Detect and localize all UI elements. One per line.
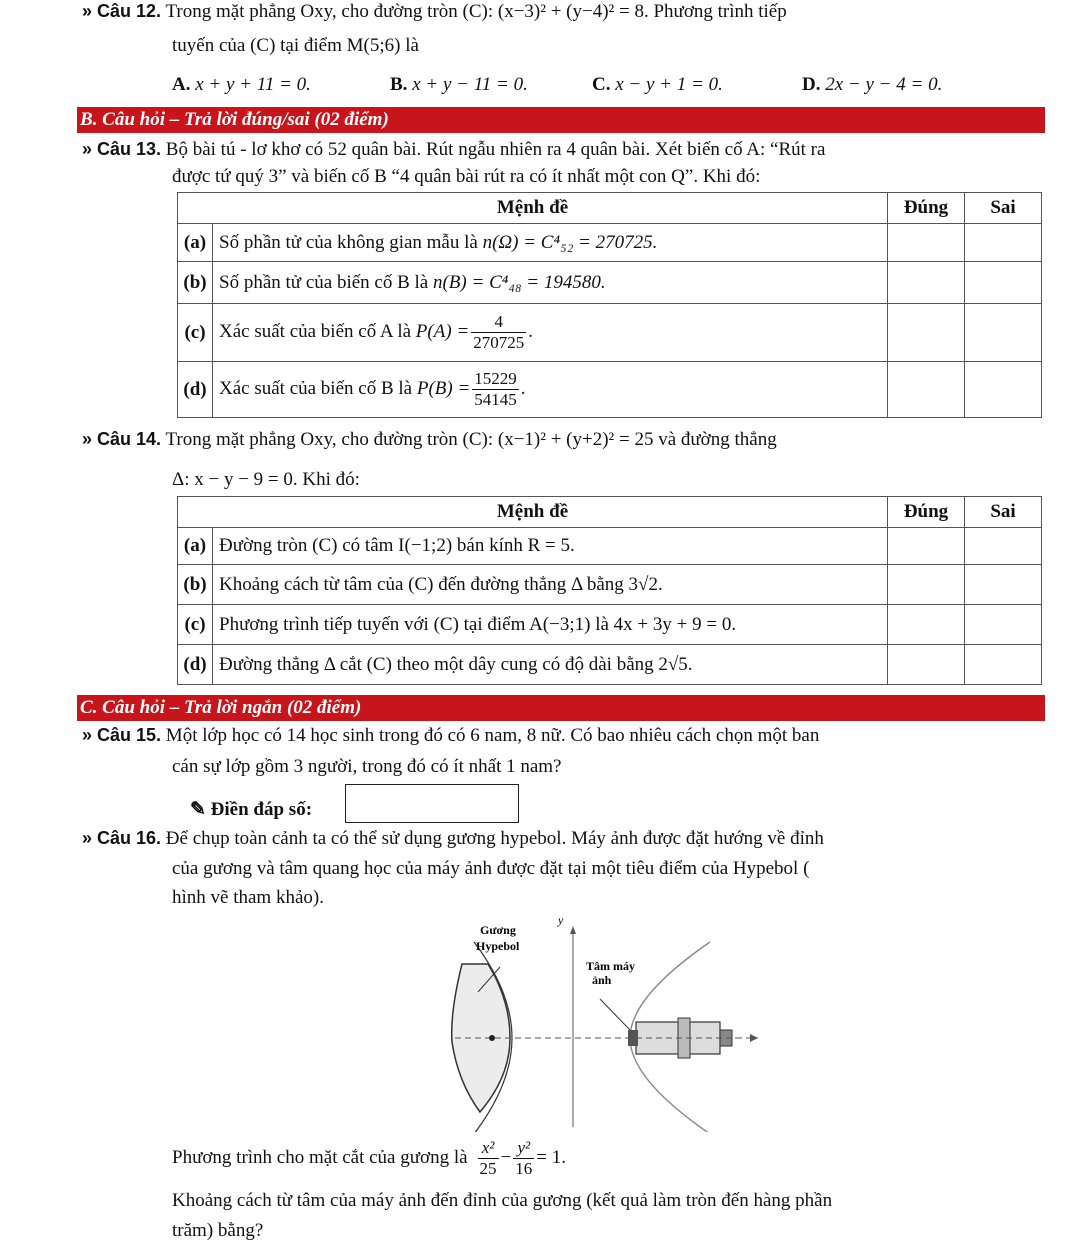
q16-question-line1: Khoảng cách từ tâm của máy ảnh đến đỉnh của gương (kết quả làm tròn đến hàng phần [172,1190,833,1211]
q16-number: » Câu 16. [82,828,162,848]
table-row: (a) Đường tròn (C) có tâm I(−1;2) bán kính R = 5. [178,528,1042,565]
table-row: (b) Số phần tử của biến cố B là n(B) = C⁴₄₈ = 194580. [178,262,1042,304]
q16-equation-line: Phương trình cho mặt cắt của gương là $\frac{\text{x²}}{25}$ − $\frac{\text{y²}}{16}$ = 1. [172,1137,566,1178]
figure-label-axis-y: y [558,913,564,927]
figure-label-camera-1: Tâm máy [586,959,635,973]
q13-a-false-cell[interactable] [965,224,1042,262]
q12-option-d[interactable]: D. 2x − y − 4 = 0. [802,74,943,95]
figure-label-mirror-2: Hypebol [476,939,520,953]
figure-label-mirror-1: Gương [480,923,516,937]
q14-header-row [178,497,1042,528]
q15-answer-label: ✎ Điền đáp số: [190,799,313,820]
q13-table [177,192,1042,418]
q13-header-statement: Mệnh đề [178,193,888,224]
section-b-banner: B. Câu hỏi – Trả lời đúng/sai (02 điểm) [77,107,1045,133]
q16-equation-rhs: = 1. [536,1147,566,1168]
camera [628,1018,758,1058]
q14-text: Trong mặt phẳng Oxy, cho đường tròn (C): (x−1)² + (y+2)² = 25 và đường thẳng [165,429,777,450]
table-row: (d) Xác suất của biến cố B là P(B) = $\frac{15229}{54145}$ . [178,362,1042,418]
y-axis-arrow [570,926,576,934]
q14-c-false-cell[interactable] [965,605,1042,645]
q14-table [177,496,1042,685]
q14-a-true-cell[interactable] [888,528,965,565]
q16-text2: của gương và tâm quang học của máy ảnh được đặt tại một tiêu điểm của Hypebol ( [172,858,810,879]
q14-header-true: Đúng [888,497,965,528]
q13-a-true-cell[interactable] [888,224,965,262]
q13-header-row [178,193,1042,224]
q13-c-true-cell[interactable] [888,304,965,362]
q14-c-true-cell[interactable] [888,605,965,645]
q15-text2: cán sự lớp gồm 3 người, trong đó có ít nhất 1 nam? [172,756,562,777]
camera-label-leader [600,999,630,1030]
q14-number: » Câu 14. [82,429,162,449]
q13-header-true: Đúng [888,193,965,224]
q15-number: » Câu 15. [82,725,162,745]
table-row: (d) Đường thẳng Δ cắt (C) theo một dây cung có độ dài bằng 2√5. [178,645,1042,685]
q14-b-true-cell[interactable] [888,565,965,605]
table-row: (c) Phương trình tiếp tuyến với (C) tại điểm A(−3;1) là 4x + 3y + 9 = 0. [178,605,1042,645]
q16-question-line2: trăm) bằng? [172,1220,264,1241]
q13-text2: được tứ quý 3” và biến cố B “4 quân bài rút ra có ít nhất một con Q”. Khi đó: [172,166,761,187]
q16-equation-pre: Phương trình cho mặt cắt của gương là [172,1147,468,1168]
q12-option-a[interactable]: A. x + y + 11 = 0. [172,74,311,95]
figure-label-camera-2: ảnh [592,973,612,987]
q15-answer-input[interactable] [345,784,519,823]
q14-header-false: Sai [965,497,1042,528]
q14-a-false-cell[interactable] [965,528,1042,565]
q13-b-false-cell[interactable] [965,262,1042,304]
q13-b-true-cell[interactable] [888,262,965,304]
q13-number: » Câu 13. [82,139,162,159]
q13-header-false: Sai [965,193,1042,224]
q13-d-false-cell[interactable] [965,362,1042,418]
q13-c-false-cell[interactable] [965,304,1042,362]
q12-line1 [82,1,787,23]
q13-d-true-cell[interactable] [888,362,965,418]
q12-option-c[interactable]: C. x − y + 1 = 0. [592,74,723,95]
q16-line1 [82,828,824,850]
hyperbola-mirror-figure [440,912,800,1132]
q15-text: Một lớp học có 14 học sinh trong đó có 6 nam, 8 nữ. Có bao nhiêu cách chọn một ban [165,725,820,746]
table-row: (c) Xác suất của biến cố A là P(A) = $\frac{4}{270725}$ . [178,304,1042,362]
q16-text: Để chụp toàn cảnh ta có thể sử dụng gương hypebol. Máy ảnh được đặt hướng về đỉnh [165,828,824,849]
q14-d-false-cell[interactable] [965,645,1042,685]
q14-d-true-cell[interactable] [888,645,965,685]
q14-text2: Δ: x − y − 9 = 0. Khi đó: [172,469,360,490]
mirror-vertex-dot [489,1035,495,1041]
q16-text3: hình vẽ tham khảo). [172,887,324,908]
q12-number: » Câu 12. [82,1,162,21]
q13-text: Bộ bài tú - lơ khơ có 52 quân bài. Rút ngẫu nhiên ra 4 quân bài. Xét biến cố A: “Rút ra [165,139,826,160]
q12-text: Trong mặt phẳng Oxy, cho đường tròn (C): (x−3)² + (y−4)² = 8. Phương trình tiếp [165,1,787,22]
q15-line1 [82,725,819,747]
q14-b-false-cell[interactable] [965,565,1042,605]
table-row: (a) Số phần tử của không gian mẫu là n(Ω) = C⁴₅₂ = 270725. [178,224,1042,262]
q14-header-statement: Mệnh đề [178,497,888,528]
table-row: (b) Khoảng cách từ tâm của (C) đến đường thẳng Δ bằng 3√2. [178,565,1042,605]
q12-option-b[interactable]: B. x + y − 11 = 0. [390,74,528,95]
q14-line1 [82,429,777,451]
q12-text2: tuyến của (C) tại điểm M(5;6) là [172,35,419,56]
section-c-banner: C. Câu hỏi – Trả lời ngắn (02 điểm) [77,695,1045,721]
q13-line1 [82,139,825,161]
